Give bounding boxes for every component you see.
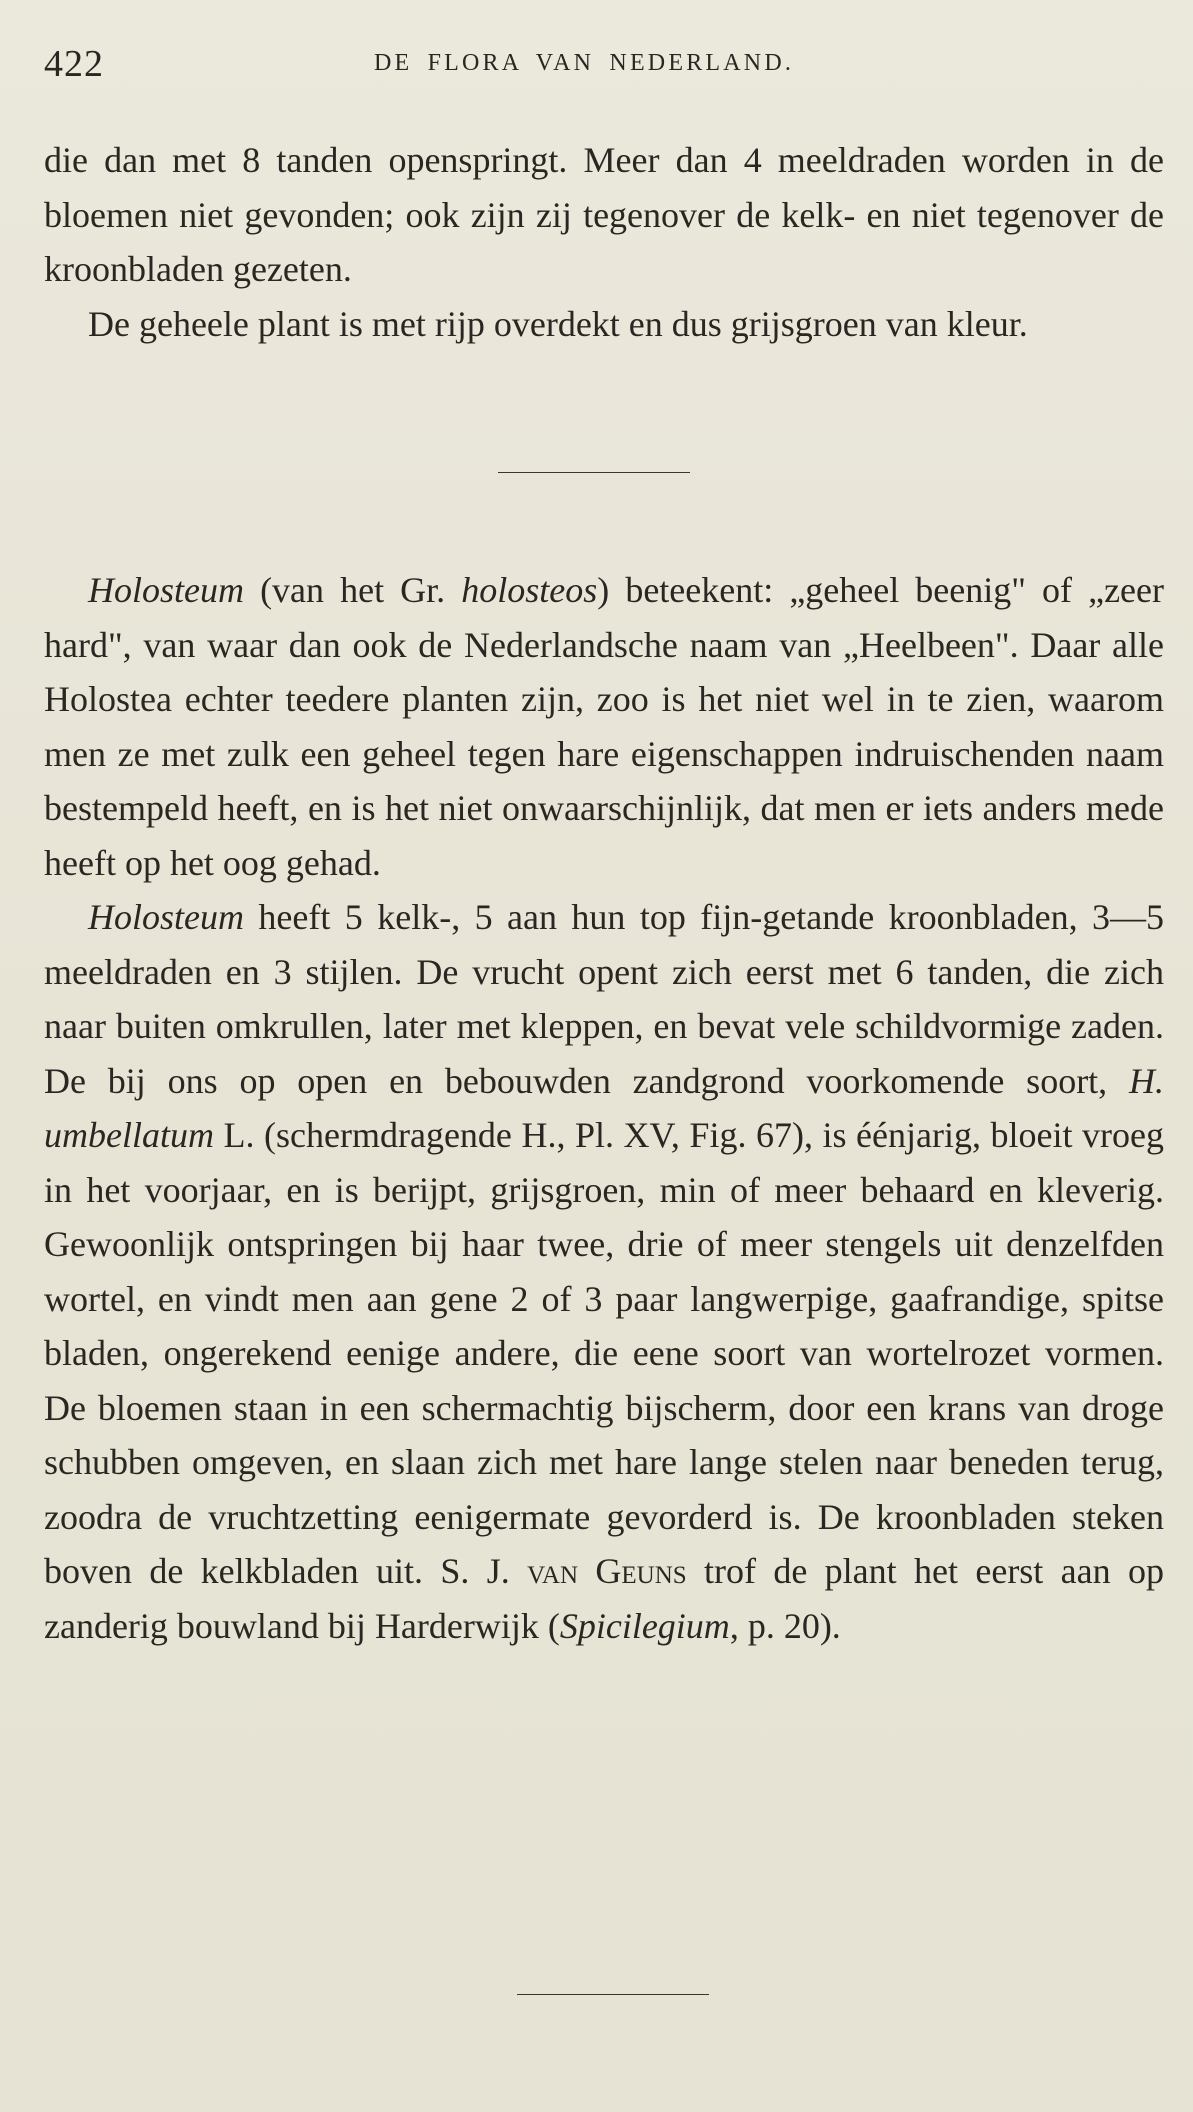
text-block-holosteum [44, 563, 1164, 1653]
species-name: H. umbellatum [44, 1060, 1164, 1155]
page-number: 422 [44, 43, 104, 85]
author-name: van Geuns [527, 1551, 687, 1591]
greek-word: holosteos [461, 570, 598, 610]
genus-name: Holosteum [88, 897, 244, 937]
section-divider-bottom [517, 1994, 709, 1995]
paragraph-etymology: Holosteum (van het Gr. holosteos) beteekent: „geheel beenig" of „zeer hard", van waar dan ook de Nederlandsche naam van „Heelbeen". Daar alle Holostea echter teedere planten zijn, zoo is het niet wel in te zien, waarom men ze met zulk een geheel tegen hare eigenschappen indruischenden naam bestempeld heeft, en is het niet onwaarschijnlijk, dat men er iets anders mede heeft op het oog gehad. [44, 570, 1164, 883]
running-title: DE FLORA VAN NEDERLAND. [374, 50, 795, 76]
work-title: Spicilegium [559, 1605, 730, 1646]
running-head [44, 42, 1149, 85]
paragraph-continuation: die dan met 8 tanden openspringt. Meer dan 4 meeldraden worden in de bloemen niet gevonden; ook zijn zij tegenover de kelk- en niet tegenover de kroonbladen gezeten. [44, 140, 1164, 289]
genus-name: Holosteum [88, 570, 244, 610]
section-divider [498, 472, 690, 473]
text-block-top [44, 133, 1164, 351]
paragraph-plant-color: De geheele plant is met rijp overdekt en dus grijsgroen van kleur. [88, 303, 1028, 344]
paragraph-description: Holosteum heeft 5 kelk-, 5 aan hun top fijn-getande kroonbladen, 3—5 meeldraden en 3 stijlen. De vrucht opent zich eerst met 6 tanden, die zich naar buiten omkrullen, later met kleppen, en bevat vele schildvormige zaden. De bij ons op open en bebouwden zandgrond voorkomende soort, H. umbellatum L. (schermdragende H., Pl. XV, Fig. 67), is éénjarig, bloeit vroeg in het voorjaar, en is berijpt, grijsgroen, min of meer behaard en kleverig. Gewoonlijk ontspringen bij haar twee, drie of meer stengels uit denzelfden wortel, en vindt men aan gene 2 of 3 paar langwerpige, gaafrandige, spitse bladen, ongerekend eenige andere, die eene soort van wortelrozet vormen. De bloemen staan in een schermachtig bijscherm, door een krans van droge schubben omgeven, en slaan zich met hare lange stelen naar beneden terug, zoodra de vruchtzetting eenigermate gevorderd is. De kroonbladen steken boven de kelkbladen uit. S. J. van Geuns trof de plant het eerst aan op zanderig bouwland bij Harderwijk (Spicilegium, p. 20). [44, 897, 1164, 1646]
